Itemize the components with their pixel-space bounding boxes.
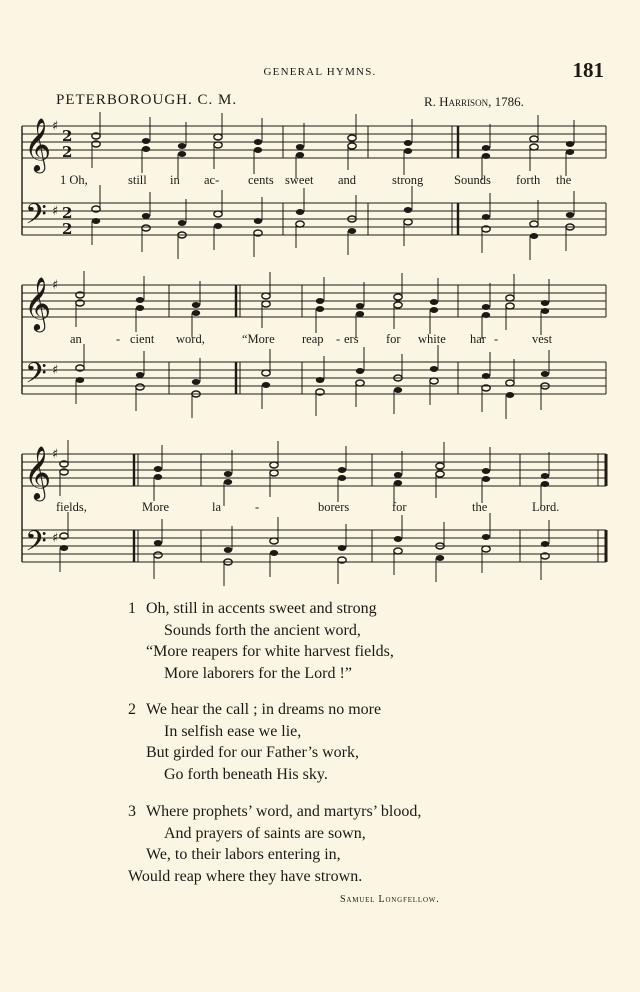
key-sharp: ♯ [52, 363, 59, 378]
note-head [154, 474, 162, 480]
note-head [530, 144, 538, 150]
lyric-syllable: cents [248, 173, 274, 187]
lyric-syllable: fields, [56, 500, 87, 514]
note-head [348, 135, 356, 141]
note-head [76, 377, 84, 383]
note-head [254, 218, 262, 224]
note-head [566, 212, 574, 218]
note-head [270, 538, 278, 544]
note-head [254, 147, 262, 153]
note-head [316, 306, 324, 312]
note-head [506, 380, 514, 386]
note-head [394, 472, 402, 478]
verse-line: More laborers for the Lord !” [164, 664, 352, 682]
lyric-syllable: 1 Oh, [60, 173, 88, 187]
time-signature: 2 [62, 143, 73, 161]
note-head [530, 136, 538, 142]
lyric-syllable: white [418, 332, 446, 346]
note-head [482, 534, 490, 540]
note-head [178, 143, 186, 149]
note-head [404, 207, 412, 213]
note-head [356, 380, 364, 386]
note-head [296, 209, 304, 215]
note-head [530, 221, 538, 227]
note-head [224, 471, 232, 477]
note-head [430, 299, 438, 305]
treble-clef: 𝄞 [24, 117, 52, 171]
note-head [338, 467, 346, 473]
note-head [296, 221, 304, 227]
note-head [541, 541, 549, 547]
treble-clef: 𝄞 [24, 445, 52, 499]
key-sharp: ♯ [52, 447, 59, 462]
verse-line: In selfish ease we lie, [164, 722, 302, 740]
stanza-number: 1 [128, 600, 136, 617]
note-head [404, 140, 412, 146]
note-head [430, 378, 438, 384]
lyric-syllable: the [556, 173, 572, 187]
hymn-author: Samuel Longfellow. [340, 894, 440, 905]
note-head [394, 480, 402, 486]
note-head [482, 546, 490, 552]
lyric-syllable: reap [302, 332, 324, 346]
note-head [224, 547, 232, 553]
lyric-syllable: an [70, 332, 82, 346]
note-head [262, 293, 270, 299]
note-head [296, 144, 304, 150]
note-head [136, 297, 144, 303]
note-head [566, 141, 574, 147]
verse-line: But girded for our Father’s work, [146, 744, 359, 761]
verse-line: Go forth beneath His sky. [164, 765, 328, 783]
key-sharp: ♯ [52, 204, 59, 219]
tune-name: PETERBOROUGH. C. M. [56, 92, 238, 108]
key-sharp: ♯ [52, 119, 59, 134]
note-head [430, 366, 438, 372]
note-head [482, 312, 490, 318]
lyric-syllable: Lord. [532, 500, 560, 514]
bass-clef: 𝄢 [25, 525, 47, 565]
note-head [506, 303, 514, 309]
note-head [404, 219, 412, 225]
note-head [482, 214, 490, 220]
key-sharp: ♯ [52, 278, 59, 293]
note-head [214, 223, 222, 229]
note-head [136, 372, 144, 378]
note-head [142, 225, 150, 231]
lyric-syllable: still [128, 173, 147, 187]
note-head [541, 300, 549, 306]
lyric-syllable: ac- [204, 173, 220, 187]
note-head [348, 143, 356, 149]
note-head [356, 311, 364, 317]
note-head [192, 310, 200, 316]
note-head [338, 475, 346, 481]
note-head [270, 470, 278, 476]
lyric-syllable: sweet [285, 173, 314, 187]
lyric-syllable: la [212, 500, 222, 514]
note-head [482, 373, 490, 379]
lyric-syllable: borers [318, 500, 350, 514]
note-head [482, 145, 490, 151]
lyric-syllable: ers [344, 332, 359, 346]
note-head [92, 218, 100, 224]
lyric-syllable: the [472, 500, 488, 514]
note-head [541, 371, 549, 377]
note-head [394, 536, 402, 542]
lyric-syllable: “More [242, 332, 275, 346]
note-head [154, 540, 162, 546]
note-head [394, 548, 402, 554]
note-head [270, 550, 278, 556]
verse-line: Oh, still in accents sweet and strong [146, 600, 377, 617]
note-head [316, 377, 324, 383]
note-head [142, 146, 150, 152]
treble-clef: 𝄞 [24, 276, 52, 330]
note-head [506, 295, 514, 301]
note-head [296, 152, 304, 158]
note-head [262, 382, 270, 388]
note-head [142, 138, 150, 144]
lyric-syllable: for [392, 500, 407, 514]
lyric-syllable: cient [130, 332, 155, 346]
verse-line: Where prophets’ word, and martyrs’ blood, [146, 803, 422, 820]
note-head [214, 211, 222, 217]
bass-clef: 𝄢 [25, 357, 47, 397]
note-head [394, 294, 402, 300]
note-head [482, 476, 490, 482]
note-head [482, 304, 490, 310]
note-head [214, 134, 222, 140]
lyric-syllable: - [116, 332, 121, 346]
note-head [482, 468, 490, 474]
note-head [436, 555, 444, 561]
note-head [356, 303, 364, 309]
note-head [270, 462, 278, 468]
stanza-number: 2 [128, 701, 136, 718]
note-head [566, 149, 574, 155]
note-head [394, 302, 402, 308]
note-head [316, 298, 324, 304]
note-head [142, 213, 150, 219]
verse-line: Sounds forth the ancient word, [164, 621, 361, 639]
note-head [506, 392, 514, 398]
note-head [154, 552, 162, 558]
time-signature: 2 [62, 127, 73, 145]
verse-line: “More reapers for white harvest fields, [146, 643, 394, 660]
lyric-syllable: strong [392, 173, 424, 187]
page-number: 181 [572, 58, 604, 82]
note-head [404, 148, 412, 154]
time-signature: 2 [62, 204, 73, 222]
lyric-syllable: har [470, 332, 486, 346]
note-head [436, 463, 444, 469]
lyric-syllable: - [494, 332, 499, 346]
note-head [214, 142, 222, 148]
note-head [356, 368, 364, 374]
note-head [348, 228, 356, 234]
note-head [541, 308, 549, 314]
verse-line: And prayers of saints are sown, [164, 824, 366, 842]
verse-line: We, to their labors entering in, [146, 846, 341, 863]
note-head [60, 545, 68, 551]
lyric-syllable: Sounds [454, 173, 491, 187]
note-head [178, 220, 186, 226]
note-head [192, 302, 200, 308]
key-sharp: ♯ [52, 531, 59, 546]
note-head [338, 545, 346, 551]
verse-line: Would reap where they have strown. [128, 867, 363, 885]
note-head [262, 370, 270, 376]
lyric-syllable: vest [532, 332, 553, 346]
lyric-syllable: forth [516, 173, 541, 187]
composer-name: R. Harrison, 1786. [424, 94, 524, 109]
note-head [541, 481, 549, 487]
note-head [394, 387, 402, 393]
note-head [262, 301, 270, 307]
note-head [482, 153, 490, 159]
lyric-syllable: and [338, 173, 357, 187]
note-head [136, 384, 144, 390]
verse-line: We hear the call ; in dreams no more [146, 701, 382, 718]
lyric-syllable: - [255, 500, 260, 514]
lyric-syllable: More [142, 500, 170, 514]
running-head: GENERAL HYMNS. [263, 66, 377, 78]
note-head [178, 151, 186, 157]
lyric-syllable: for [386, 332, 401, 346]
time-signature: 2 [62, 220, 73, 238]
note-head [224, 479, 232, 485]
lyric-syllable: in [170, 173, 180, 187]
lyric-syllable: - [336, 332, 341, 346]
note-head [254, 139, 262, 145]
stanza-number: 3 [128, 803, 136, 820]
lyric-syllable: word, [176, 332, 205, 346]
note-head [530, 233, 538, 239]
note-head [541, 473, 549, 479]
note-head [136, 305, 144, 311]
note-head [436, 471, 444, 477]
note-head [430, 307, 438, 313]
note-head [192, 379, 200, 385]
note-head [154, 466, 162, 472]
bass-clef: 𝄢 [25, 198, 47, 238]
